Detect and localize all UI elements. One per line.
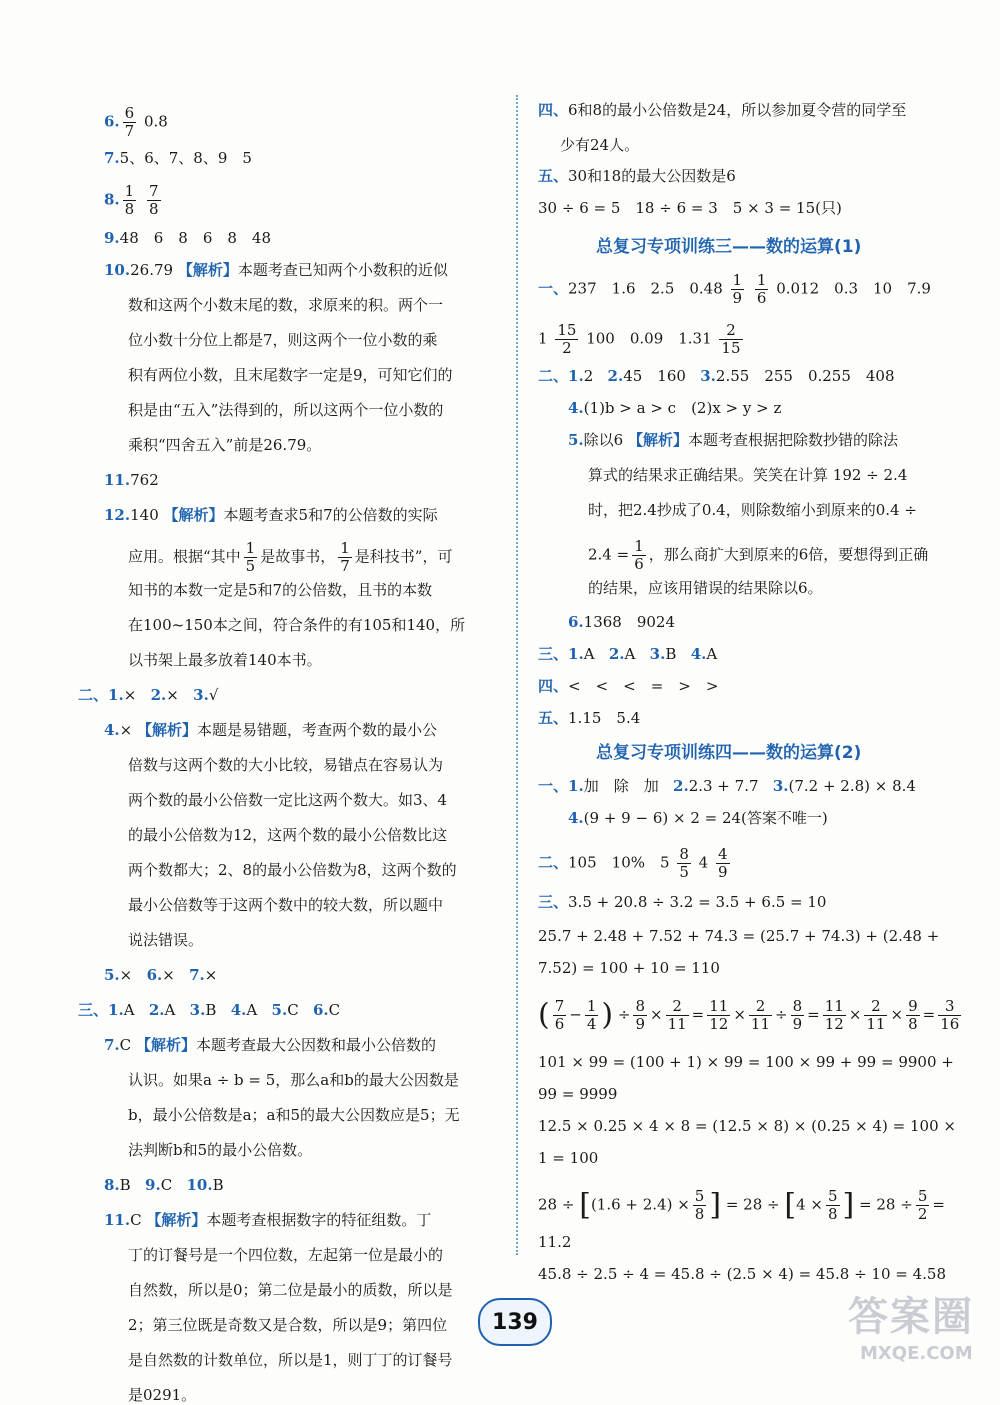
t3-section-2: 二、1.2 2.45 160 3.2.55 255 0.255 408 [538,367,895,385]
text-line: 法判断b和5的最小公倍数。 [128,1141,313,1159]
text-line: 算式的结果求正确结果。笑笑在计算 192 ÷ 2.4 [588,466,908,484]
text-line: 101 × 99 = (100 + 1) × 99 = 100 × 99 + 99 = 9900 + [538,1053,954,1071]
answer-12: 12.140 【解析】本题考查求5和7的公倍数的实际 [104,506,438,524]
text-line: 少有24人。 [560,136,640,154]
watermark-url: MXQE.COM [860,1343,973,1364]
text-line: 积有两位小数，且末尾数字一定是9，可知它们的 [128,366,453,384]
text-line: 倍数与这两个数的大小比较，易错点在容易认为 [128,756,444,774]
watermark-text: 答案圈 [848,1294,974,1340]
text-line: 以书架上最多放着140本书。 [128,651,322,669]
t3-answer-4: 4.(1)b > a > c (2)x > y > z [568,399,782,417]
section-2-answers: 二、1.× 2.× 3.√ [78,686,219,704]
answer-7: 7.5、6、7、8、9 5 [104,149,252,167]
t3-answer-5: 5.除以6 【解析】本题考查根据把除数抄错的除法 [568,431,899,449]
fraction-expression: ( $\frac{7}{6}$ − $\frac{1}{4}$ ) ÷ $\frac{8}{9}$ × $\frac{2}{11}$ = $\frac{11}{12}$ × $\frac{2}{11}$ ÷ $\frac{8}{9}$ = $\frac{11}{12}$ × $\frac{2}{11}$ × $\frac{9}{8}$ = $\frac{3}{16}$ [538,997,960,1033]
text-line: 的最小公倍数为12，这两个数的最小公倍数比这 [128,826,448,844]
section-3-answers: 三、1.A 2.A 3.B 4.A 5.C 6.C [78,1001,341,1019]
text-line: 45.8 ÷ 2.5 ÷ 4 = 45.8 ÷ (2.5 × 4) = 45.8 ÷ 10 = 4.58 [538,1265,947,1283]
section-2-answer-4: 4.× 【解析】本题是易错题，考查两个数的最小公 [104,721,438,739]
t3-section-1-row-1: 一、237 1.6 2.5 0.48 $\frac{1}{9}$ $\frac{1}{6}$ 0.012 0.3 10 7.9 [538,271,931,307]
section-4-answer: 四、6和8的最小公倍数是24，所以参加夏令营的同学至 [538,101,907,119]
text-line: 是自然数的计数单位，所以是1，则丁丁的订餐号 [128,1351,453,1369]
answer-9: 9.48 6 8 6 8 48 [104,229,272,247]
section-3-answers-8-10: 8.B 9.C 10.B [104,1176,224,1194]
bracket-expression: 28 ÷ [(1.6 + 2.4) × $\frac{5}{8}$ ] = 28 ÷ [4 × $\frac{5}{8}$ ] = 28 ÷ $\frac{5}{2}$ = [538,1187,945,1223]
section-5-answer: 五、30和18的最大公因数是6 [538,167,736,185]
text-line: 知书的本数一定是5和7的公倍数，且书的本数 [128,581,433,599]
text-line: 的结果，应该用错误的结果除以6。 [588,579,823,597]
text-line: 1 = 100 [538,1149,599,1167]
text-line: 是0291。 [128,1386,197,1404]
t3-section-1-row-2: 1 $\frac{15}{2}$ 100 0.09 1.31 $\frac{2}{15}$ [538,321,741,357]
section-heading-4: 总复习专项训练四——数的运算(2) [596,743,862,763]
text-line: 乘积“四舍五入”前是26.79。 [128,436,322,454]
section-3-answer-7: 7.C 【解析】本题考查最大公因数和最小公倍数的 [104,1036,436,1054]
t3-section-5: 五、1.15 5.4 [538,709,641,727]
text-line: 数和这两个小数末尾的数，求原来的积。两个一 [128,296,444,314]
text-line: 应用。根据“其中 $\frac{1}{5}$ 是故事书， $\frac{1}{7}$ 是科技书”，可 [128,539,453,575]
text-line: b，最小公倍数是a；a和5的最大公因数应是5；无 [128,1106,460,1124]
text-line: 自然数，所以是0；第二位是最小的质数，所以是 [128,1281,453,1299]
text-line: 位小数十分位上都是7，则这两个一位小数的乘 [128,331,438,349]
t3-section-4: 四、< < < = > > [538,677,719,695]
text-line: 最小公倍数等于这两个数中的较大数，所以题中 [128,896,444,914]
text-line: 2；第三位既是奇数又是合数，所以是9；第四位 [128,1316,448,1334]
text-line: 两个数的最小公倍数一定比这两个数大。如3、4 [128,791,448,809]
text-line: 说法错误。 [128,931,204,949]
section-3-answer-11: 11.C 【解析】本题考查根据数字的特征组数。丁 [104,1211,432,1229]
text-line: 积是由“五入”法得到的，所以这两个一位小数的 [128,401,444,419]
t3-answer-6: 6.1368 9024 [568,613,676,631]
text-line: 25.7 + 2.48 + 7.52 + 74.3 = (25.7 + 74.3) + (2.48 + [538,927,940,945]
answer-8: 8. $\frac{1}{8}$ $\frac{7}{8}$ [104,182,159,218]
text-line: 12.5 × 0.25 × 4 × 8 = (12.5 × 8) × (0.25 × 4) = 100 × [538,1117,956,1135]
answer-11: 11.762 [104,471,159,489]
t4-section-2: 二、105 10% 5 $\frac{8}{5}$ 4 $\frac{4}{9}$ [538,845,728,881]
text-line: 时，把2.4抄成了0.4，则除数缩小到原来的0.4 ÷ [588,501,917,519]
watermark-logo [840,1285,990,1375]
text-line: 11.2 [538,1233,572,1251]
page-number: 139 [478,1298,552,1346]
section-heading-3: 总复习专项训练三——数的运算(1) [596,237,862,257]
text-line: 99 = 9999 [538,1085,618,1103]
t4-answer-4: 4.(9 + 9 − 6) × 2 = 24(答案不唯一) [568,809,828,827]
t4-section-3-line-1: 三、3.5 + 20.8 ÷ 3.2 = 3.5 + 6.5 = 10 [538,893,827,911]
answer-6: 6. $\frac{6}{7}$ 0.8 [104,104,168,140]
column-divider [516,95,518,1255]
t4-section-1: 一、1.加 除 加 2.2.3 + 7.7 3.(7.2 + 2.8) × 8.4 [538,777,916,795]
text-line: 两个数都大；2、8的最小公倍数为8，这两个数的 [128,861,457,879]
text-line: 30 ÷ 6 = 5 18 ÷ 6 = 3 5 × 3 = 15(只) [538,199,842,217]
t3-section-3: 三、1.A 2.A 3.B 4.A [538,645,718,663]
text-line: 丁的订餐号是一个四位数，左起第一位是最小的 [128,1246,444,1264]
text-line: 在100~150本之间，符合条件的有105和140，所 [128,616,466,634]
text-line: 2.4 = $\frac{1}{6}$ ，那么商扩大到原来的6倍，要想得到正确 [588,537,929,573]
text-line: 7.52) = 100 + 10 = 110 [538,959,720,977]
text-line: 认识。如果a ÷ b = 5，那么a和b的最大公因数是 [128,1071,459,1089]
answer-10: 10.26.79 【解析】本题考查已知两个小数积的近似 [104,261,448,279]
section-2-answers-5-7: 5.× 6.× 7.× [104,966,218,984]
